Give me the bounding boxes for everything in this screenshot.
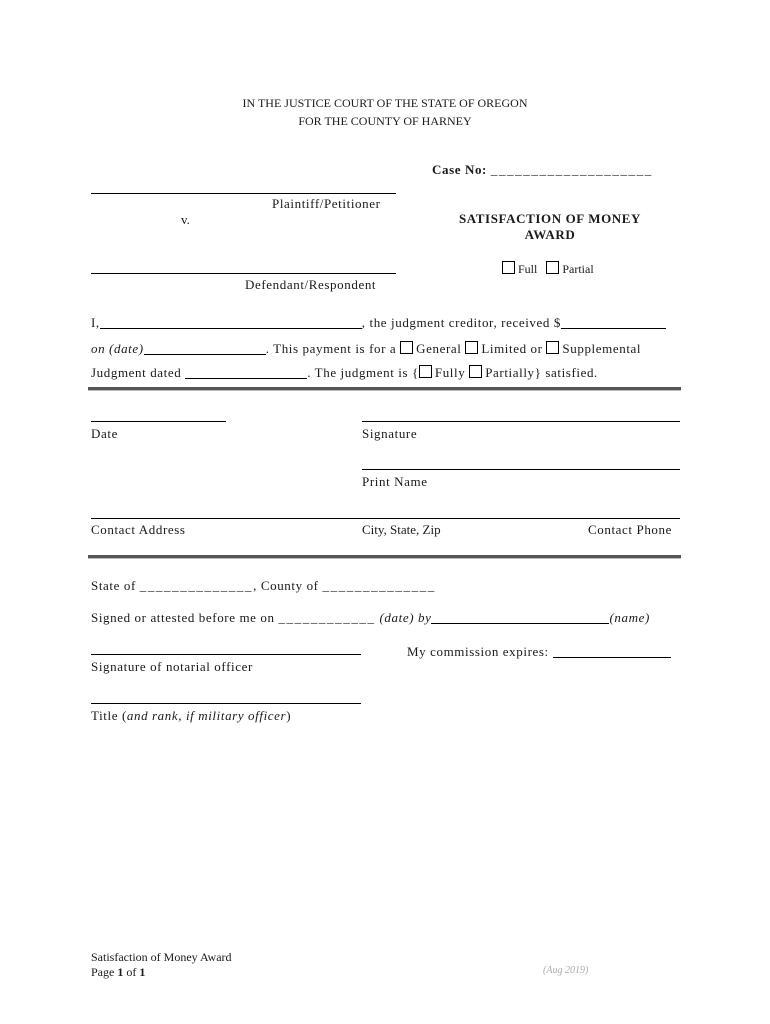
- city-state-zip-label: City, State, Zip: [362, 522, 441, 537]
- supplemental-checkbox[interactable]: [546, 341, 559, 354]
- general-checkbox[interactable]: [400, 341, 413, 354]
- partial-label: Partial: [562, 262, 594, 276]
- defendant-label: Defendant/Respondent: [245, 277, 377, 292]
- commission-date-line[interactable]: [553, 645, 671, 658]
- case-number-field[interactable]: [432, 163, 653, 176]
- case-number-label: Case No:: [432, 162, 487, 177]
- notary-signature-line[interactable]: [91, 654, 361, 655]
- section-divider: [88, 387, 681, 391]
- award-type-options: [502, 261, 594, 275]
- plaintiff-label: Plaintiff/Petitioner: [272, 196, 381, 211]
- print-name-label: Print Name: [362, 474, 428, 489]
- footer-revision-date: (Aug 2019): [543, 965, 589, 976]
- signature-line[interactable]: [362, 421, 680, 422]
- partial-checkbox[interactable]: [546, 261, 559, 274]
- signed-date-blank[interactable]: ____________: [278, 610, 376, 625]
- state-blank[interactable]: ______________: [139, 578, 254, 593]
- full-checkbox[interactable]: [502, 261, 515, 274]
- versus-label: v.: [181, 212, 190, 227]
- document-title-line1: SATISFACTION OF MONEY: [458, 211, 642, 226]
- payment-date-line[interactable]: [144, 342, 266, 355]
- statement-line2: on (date) . This payment is for a General Limited or Supplemental: [91, 341, 642, 356]
- contact-info-line[interactable]: [91, 518, 680, 519]
- judgment-date-line[interactable]: [185, 366, 307, 379]
- notary-title-label: Title (and rank, if military officer): [91, 708, 292, 723]
- creditor-name-line[interactable]: [100, 316, 362, 329]
- case-number-blank[interactable]: ____________________: [490, 162, 653, 177]
- date-line[interactable]: [91, 421, 226, 422]
- contact-address-label: Contact Address: [91, 522, 186, 537]
- fully-checkbox[interactable]: [419, 365, 432, 378]
- section-divider-notary: [88, 555, 681, 559]
- full-label: Full: [518, 262, 538, 276]
- notary-state-county-line: State of ______________, County of ______________: [91, 578, 436, 593]
- commission-expires-line: My commission expires:: [407, 645, 671, 658]
- partially-checkbox[interactable]: [469, 365, 482, 378]
- plaintiff-name-line[interactable]: [91, 193, 396, 194]
- signer-name-line[interactable]: [431, 611, 609, 624]
- statement-line1: I, , the judgment creditor, received $: [91, 316, 666, 329]
- defendant-name-line[interactable]: [91, 273, 396, 274]
- county-blank[interactable]: ______________: [322, 578, 436, 593]
- footer-form-name: Satisfaction of Money Award: [91, 950, 232, 964]
- amount-received-line[interactable]: [561, 316, 666, 329]
- date-label: Date: [91, 426, 118, 441]
- limited-checkbox[interactable]: [465, 341, 478, 354]
- document-title-line2: AWARD: [524, 227, 576, 242]
- court-heading-line2: FOR THE COUNTY OF HARNEY: [298, 114, 472, 128]
- notary-title-line[interactable]: [91, 703, 361, 704]
- notary-signed-line: Signed or attested before me on ____________ (date) by (name): [91, 610, 650, 625]
- print-name-line[interactable]: [362, 469, 680, 470]
- signature-label: Signature: [362, 426, 418, 441]
- court-heading-line1: IN THE JUSTICE COURT OF THE STATE OF OREGON: [242, 96, 528, 110]
- notary-signature-label: Signature of notarial officer: [91, 659, 253, 674]
- footer-page-number: Page 1 of 1: [91, 965, 146, 979]
- statement-line3: Judgment dated . The judgment is { Fully Partially} satisfied.: [91, 365, 598, 380]
- contact-phone-label: Contact Phone: [588, 522, 672, 537]
